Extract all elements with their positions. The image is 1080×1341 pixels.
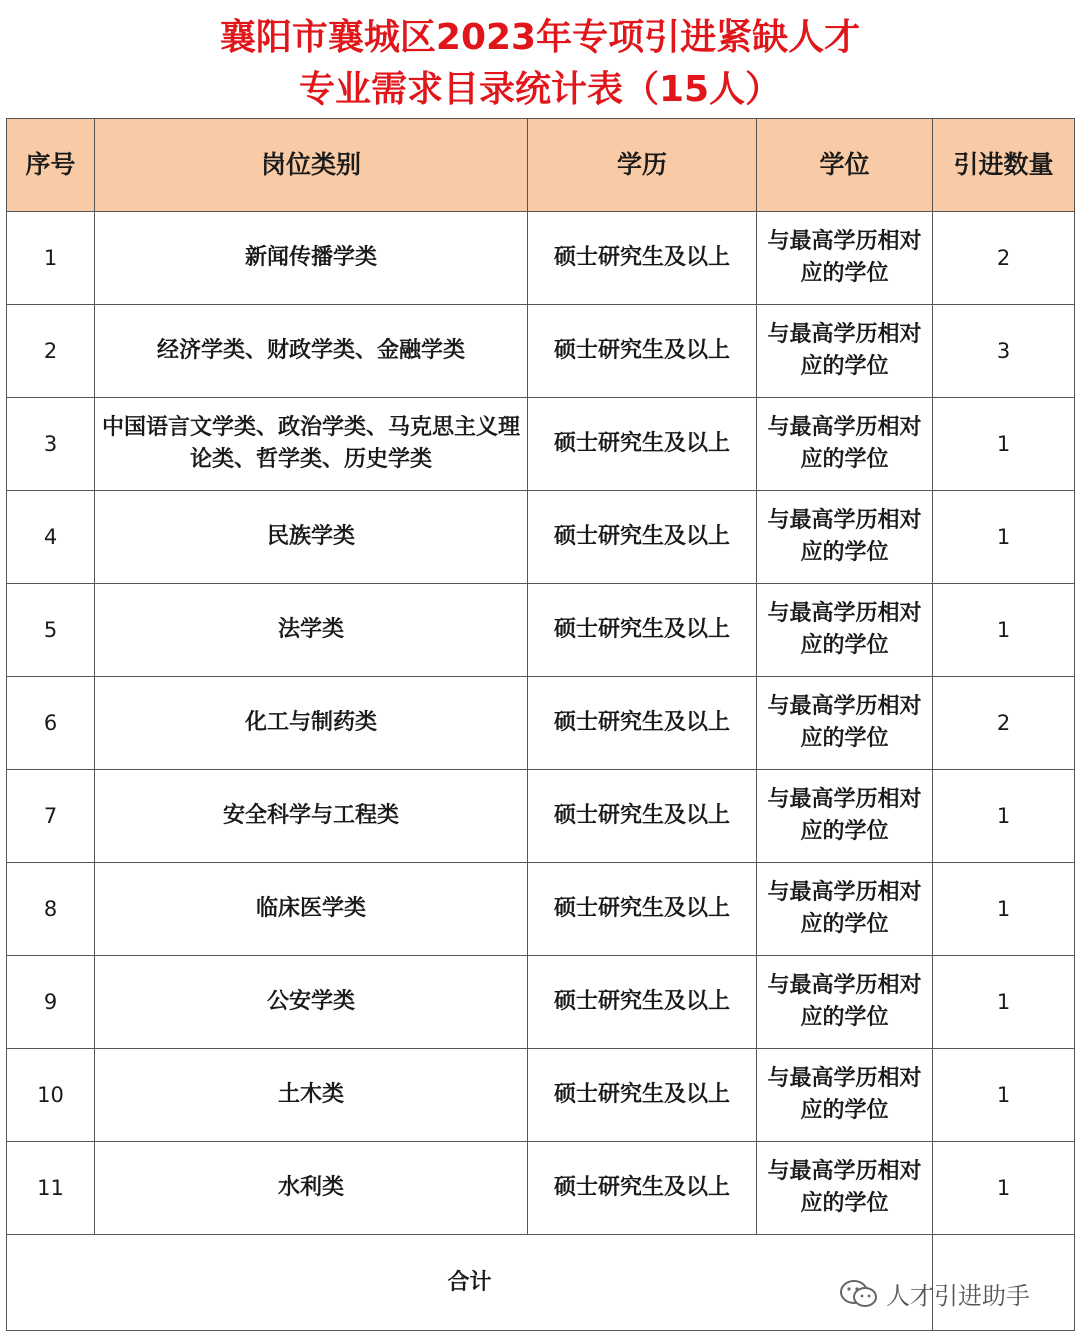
- document-title: [0, 0, 1080, 118]
- wechat-icon: [838, 1278, 880, 1310]
- cell-degree: 与最高学历相对应的学位: [757, 305, 933, 398]
- cell-education: 硕士研究生及以上: [528, 398, 757, 491]
- cell-category: 临床医学类: [95, 863, 528, 956]
- cell-index: 2: [7, 305, 95, 398]
- watermark-text: 人才引进助手: [886, 1282, 1030, 1310]
- table-row: [7, 1049, 1075, 1142]
- table-row: [7, 584, 1075, 677]
- total-label: 合计: [7, 1235, 933, 1331]
- header-category: 岗位类别: [95, 119, 528, 212]
- cell-count: 1: [933, 1049, 1075, 1142]
- cell-education: 硕士研究生及以上: [528, 584, 757, 677]
- watermark: [838, 1276, 1030, 1311]
- cell-degree: 与最高学历相对应的学位: [757, 863, 933, 956]
- cell-education: 硕士研究生及以上: [528, 863, 757, 956]
- cell-index: 11: [7, 1142, 95, 1235]
- cell-count: 2: [933, 212, 1075, 305]
- cell-index: 1: [7, 212, 95, 305]
- cell-count: 1: [933, 398, 1075, 491]
- table-row: [7, 212, 1075, 305]
- cell-degree: 与最高学历相对应的学位: [757, 491, 933, 584]
- cell-education: 硕士研究生及以上: [528, 956, 757, 1049]
- cell-index: 3: [7, 398, 95, 491]
- cell-category: 经济学类、财政学类、金融学类: [95, 305, 528, 398]
- cell-degree: 与最高学历相对应的学位: [757, 398, 933, 491]
- cell-category: 中国语言文学类、政治学类、马克思主义理论类、哲学类、历史学类: [95, 398, 528, 491]
- cell-count: 1: [933, 1142, 1075, 1235]
- cell-degree: 与最高学历相对应的学位: [757, 956, 933, 1049]
- table-row: [7, 305, 1075, 398]
- cell-education: 硕士研究生及以上: [528, 491, 757, 584]
- cell-index: 8: [7, 863, 95, 956]
- cell-degree: 与最高学历相对应的学位: [757, 677, 933, 770]
- cell-education: 硕士研究生及以上: [528, 1142, 757, 1235]
- header-count: 引进数量: [933, 119, 1075, 212]
- cell-category: 水利类: [95, 1142, 528, 1235]
- cell-index: 10: [7, 1049, 95, 1142]
- cell-count: 1: [933, 863, 1075, 956]
- table-row: [7, 956, 1075, 1049]
- table-row: [7, 491, 1075, 584]
- cell-education: 硕士研究生及以上: [528, 677, 757, 770]
- cell-category: 化工与制药类: [95, 677, 528, 770]
- header-degree: 学位: [757, 119, 933, 212]
- cell-degree: 与最高学历相对应的学位: [757, 770, 933, 863]
- cell-degree: 与最高学历相对应的学位: [757, 1049, 933, 1142]
- header-education: 学历: [528, 119, 757, 212]
- cell-count: 3: [933, 305, 1075, 398]
- cell-index: 9: [7, 956, 95, 1049]
- cell-count: 1: [933, 584, 1075, 677]
- cell-degree: 与最高学历相对应的学位: [757, 212, 933, 305]
- table-row: [7, 1142, 1075, 1235]
- table-row: [7, 677, 1075, 770]
- cell-category: 公安学类: [95, 956, 528, 1049]
- cell-category: 新闻传播学类: [95, 212, 528, 305]
- cell-category: 民族学类: [95, 491, 528, 584]
- cell-category: 安全科学与工程类: [95, 770, 528, 863]
- cell-count: 2: [933, 677, 1075, 770]
- cell-index: 7: [7, 770, 95, 863]
- cell-count: 1: [933, 770, 1075, 863]
- cell-degree: 与最高学历相对应的学位: [757, 584, 933, 677]
- cell-index: 5: [7, 584, 95, 677]
- table-row: [7, 863, 1075, 956]
- cell-index: 6: [7, 677, 95, 770]
- cell-count: 1: [933, 491, 1075, 584]
- table-header-row: [7, 119, 1075, 212]
- cell-index: 4: [7, 491, 95, 584]
- table-row: [7, 398, 1075, 491]
- cell-education: 硕士研究生及以上: [528, 305, 757, 398]
- table-row: [7, 770, 1075, 863]
- cell-category: 法学类: [95, 584, 528, 677]
- cell-education: 硕士研究生及以上: [528, 212, 757, 305]
- cell-education: 硕士研究生及以上: [528, 770, 757, 863]
- title-line-2: 专业需求目录统计表（15人）: [298, 69, 782, 110]
- cell-degree: 与最高学历相对应的学位: [757, 1142, 933, 1235]
- cell-education: 硕士研究生及以上: [528, 1049, 757, 1142]
- header-index: 序号: [7, 119, 95, 212]
- talent-demand-table: [6, 118, 1075, 1331]
- cell-count: 1: [933, 956, 1075, 1049]
- cell-category: 土木类: [95, 1049, 528, 1142]
- title-line-1: 襄阳市襄城区2023年专项引进紧缺人才: [219, 17, 861, 58]
